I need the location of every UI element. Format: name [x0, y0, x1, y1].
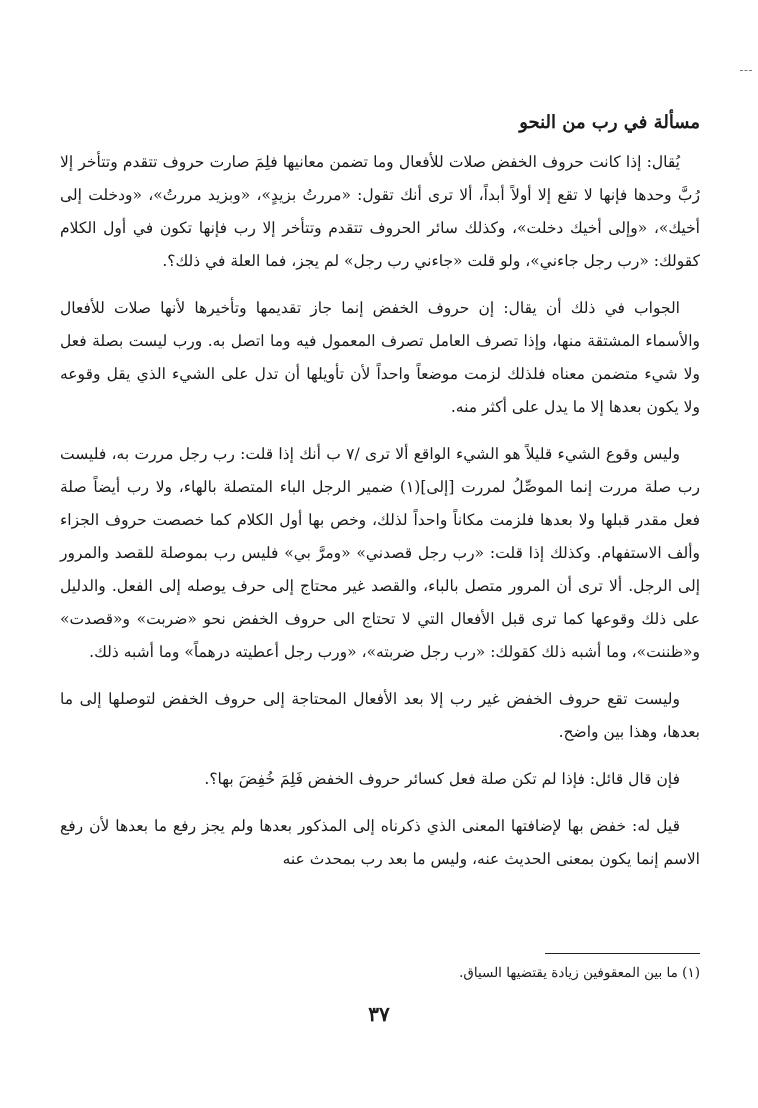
footnote-divider: [545, 953, 700, 954]
edge-mark: [740, 70, 752, 72]
paragraph-explanation: وليس وقوع الشيء قليلاً هو الشيء الواقع ألا ترى /٧ ب أنك إذا قلت: رب رجل مررت به، فليست رب صلة مررت إنما الموصِّلُ لمررت [إلى](١) ضمير الرجل الباء المتصلة بالهاء، ولا رب أيضاً صلة فعل مقدر قبلها ولا بعدها فلزمت مكاناً واحداً لذلك، وخص بها أول الكلام كما خصصت حروف الجزاء وألف الاستفهام. وكذلك إذا قلت: «رب رجل قصدني» «ومرَّ بي» فليس رب بموصلة للقصد والمرور إلى الرجل. ألا ترى أن المرور متصل بالباء، والقصد غير محتاج إلى حرف يوصله إلى الفعل. والدليل على ذلك وقوعها كما ترى قبل الأفعال التي لا تحتاج الى حروف الخفض نحو «ضربت» و«قصدت» و«ظننت»، وما أشبه ذلك كقولك: «رب رجل ضربته»، «ورب رجل أعطيته درهماً» وما أشبه ذلك.: [60, 445, 700, 661]
paragraph-answer: الجواب في ذلك أن يقال: إن حروف الخفض إنما جاز تقديمها وتأخيرها لأنها صلات للأفعال والأسماء المشتقة منها، وإذا تصرف العامل تصرف المعمول فيه وما اتصل به. ورب ليست بصلة فعل ولا شيء متضمن معناه فلذلك لزمت موضعاً واحداً لأن تأويلها أن تدل على الشيء الذي يقل وقوعه ولا يكون بعدها إلا ما يدل على أكثر منه.: [60, 299, 700, 416]
footnote: (١) ما بين المعقوفين زيادة يقتضيها السياق.: [459, 965, 700, 981]
page-number: ٣٧: [368, 1002, 390, 1026]
paragraph-note: وليست تقع حروف الخفض غير رب إلا بعد الأفعال المحتاجة إلى حروف الخفض لتوصلها إلى ما بعدها، وهذا بين واضح.: [60, 690, 700, 741]
paragraph-objection: فإن قال قائل: فإذا لم تكن صلة فعل كسائر حروف الخفض فَلِمَ خُفِضَ بها؟.: [204, 770, 680, 788]
main-text: [60, 146, 700, 890]
running-heading: مسألة في رب من النحو: [519, 112, 700, 133]
paragraph-question: يُقال: إذا كانت حروف الخفض صلات للأفعال وما تضمن معانيها فلِمَ صارت حروف تتقدم وتتأخر إلا رُبَّ وحدها فإنها لا تقع إلا أولاً أبداً، ألا ترى أنك تقول: «مررتُ بزيدٍ»، «وبزيد مررتُ»، «ودخلت إلى أخيك»، «وإلى أخيك دخلت»، وكذلك سائر الحروف تتقدم وتتأخر إلا رب فإنها تكون في أول الكلام كقولك: «رب رجل جاءني»، ولو قلت «جاءني رب رجل» لم يجز، فما العلة في ذلك؟.: [60, 153, 700, 270]
paragraph-reply: قيل له: خفض بها لإضافتها المعنى الذي ذكرناه إلى المذكور بعدها ولم يجز رفع ما بعدها لأن رفع الاسم إنما يكون بمعنى الحديث عنه، وليس ما بعد رب بمحدث عنه: [60, 817, 700, 868]
